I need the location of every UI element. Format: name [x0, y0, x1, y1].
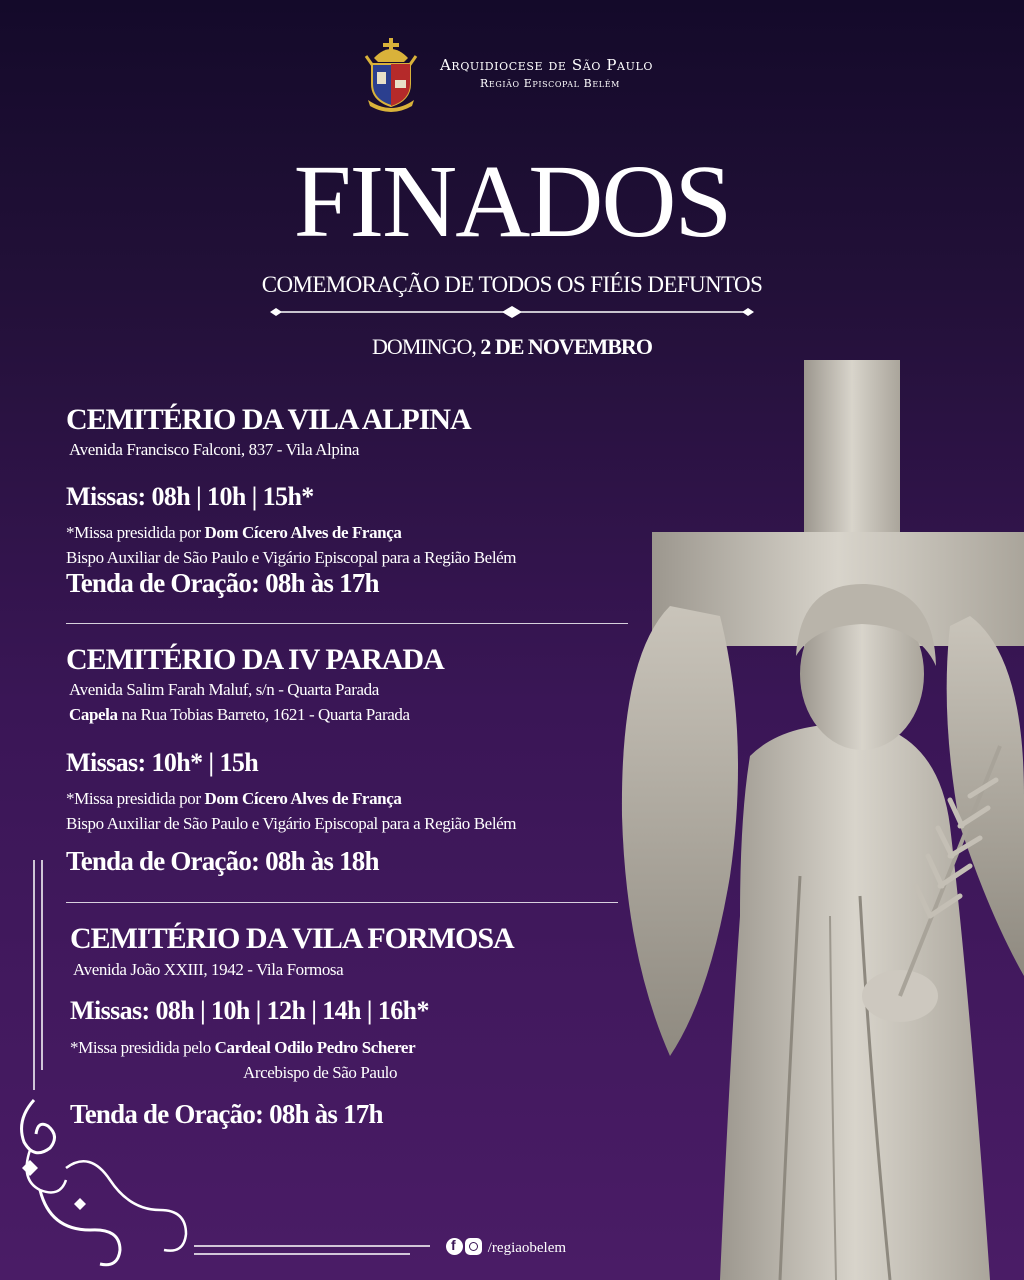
mass-times: Missas: 08h | 10h | 15h*: [66, 482, 314, 511]
cemetery-title-iv-parada: CEMITÉRIO DA IV PARADA: [66, 643, 444, 676]
date-day: 2 DE NOVEMBRO: [480, 334, 652, 359]
mass-times: Missas: 10h* | 15h: [66, 748, 259, 777]
chapel-address: [69, 705, 410, 725]
presider-role: Arcebispo de São Paulo: [243, 1063, 398, 1082]
prayer-tent-hours: Tenda de Oração: 08h às 18h: [66, 846, 379, 876]
archdiocese-crest-icon: [360, 36, 422, 112]
angel-statue-icon: [600, 356, 1024, 1280]
presider-name: Dom Cícero Alves de França: [204, 523, 402, 542]
cemetery-address: Avenida Francisco Falconi, 837 - Vila Alpina: [69, 440, 359, 459]
date-prefix: DOMINGO,: [372, 334, 476, 359]
cemetery-title-vila-formosa: CEMITÉRIO DA VILA FORMOSA: [70, 922, 514, 955]
presider-name: Cardeal Odilo Pedro Scherer: [214, 1038, 416, 1057]
org-name: Arquidiocese de São Paulo: [440, 56, 653, 74]
ornament-flourish-icon: [10, 850, 440, 1280]
prayer-tent-hours: Tenda de Oração: 08h às 17h: [66, 568, 379, 598]
cemetery-title-vila-alpina: CEMITÉRIO DA VILA ALPINA: [66, 403, 471, 436]
section-divider: [66, 623, 628, 624]
prayer-tent-hours: Tenda de Oração: 08h às 17h: [70, 1099, 383, 1129]
org-region: Região Episcopal Belém: [480, 77, 620, 90]
instagram-icon: [465, 1238, 482, 1255]
mass-times: Missas: 08h | 10h | 12h | 14h | 16h*: [70, 996, 429, 1025]
mass-presider-note: [66, 523, 401, 543]
note-prefix: *Missa presidida por: [66, 523, 205, 542]
social-handle-text: /regiaobelem: [487, 1240, 567, 1256]
chapel-rest: na Rua Tobias Barreto, 1621 - Quarta Parada: [117, 705, 410, 724]
presider-role: Bispo Auxiliar de São Paulo e Vigário Episcopal para a Região Belém: [66, 548, 517, 567]
cemetery-address: Avenida Salim Farah Maluf, s/n - Quarta Parada: [69, 680, 379, 699]
ornament-divider: [270, 304, 754, 320]
presider-name: Dom Cícero Alves de França: [204, 789, 402, 808]
note-prefix: *Missa presidida por: [66, 789, 205, 808]
note-prefix: *Missa presidida pelo: [70, 1038, 215, 1057]
presider-role: Bispo Auxiliar de São Paulo e Vigário Episcopal para a Região Belém: [66, 814, 517, 833]
cemetery-address: Avenida João XXIII, 1942 - Vila Formosa: [73, 960, 344, 979]
facebook-icon: [446, 1238, 463, 1255]
page-subtitle: COMEMORAÇÃO DE TODOS OS FIÉIS DEFUNTOS: [261, 272, 763, 297]
mass-presider-note: [66, 789, 401, 809]
page-title: FINADOS: [293, 144, 731, 259]
social-handle: [446, 1238, 566, 1257]
chapel-label: Capela: [69, 705, 118, 724]
